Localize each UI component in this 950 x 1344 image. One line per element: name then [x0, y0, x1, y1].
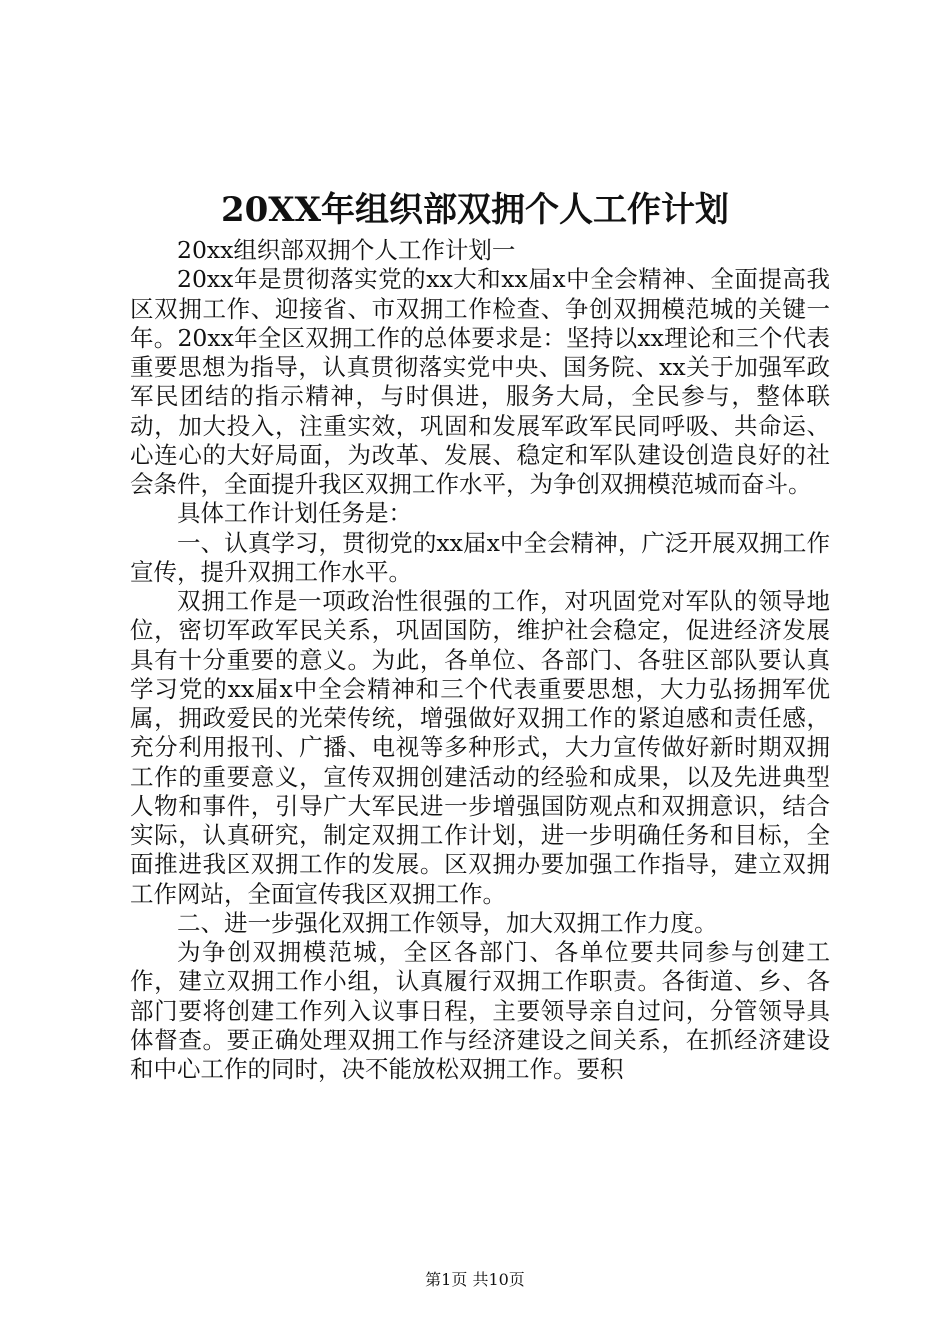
paragraph-section-two: 为争创双拥模范城，全区各部门、各单位要共同参与创建工作，建立双拥工作小组，认真履行双拥工作职责。各街道、乡、各部门要将创建工作列入议事日程，主要领导亲自过问，分管领导具体督查。要正确处理双拥工作与经济建设之间关系，在抓经济建设和中心工作的同时，决不能放松双拥工作。要积	[130, 938, 830, 1083]
paragraph-overview: 20xx年是贯彻落实党的xx大和xx届x中全会精神、全面提高我区双拥工作、迎接省、市双拥工作检查、争创双拥模范城的关键一年。20xx年全区双拥工作的总体要求是：坚持以xx理论和三个代表重要思想为指导，认真贯彻落实党中央、国务院、xx关于加强军政军民团结的指示精神，与时俱进，服务大局，全民参与，整体联动，加大投入，注重实效，巩固和发展军政军民同呼吸、共命运、心连心的大好局面，为改革、发展、稳定和军队建设创造良好的社会条件，全面提升我区双拥工作水平，为争创双拥模范城而奋斗。	[130, 265, 830, 498]
page-number-footer: 第1页 共10页	[425, 1270, 525, 1289]
paragraph-heading-two: 二、进一步强化双拥工作领导，加大双拥工作力度。	[177, 908, 718, 937]
document-body	[130, 236, 830, 1084]
document-title: 20XX年组织部双拥个人工作计划	[220, 190, 730, 230]
paragraph-tasks-intro: 具体工作计划任务是：	[177, 499, 412, 528]
paragraph-section-one: 双拥工作是一项政治性很强的工作，对巩固党对军队的领导地位，密切军政军民关系，巩固国防，维护社会稳定，促进经济发展具有十分重要的意义。为此，各单位、各部门、各驻区部队要认真学习党的xx届x中全会精神和三个代表重要思想，大力弘扬拥军优属，拥政爱民的光荣传统，增强做好双拥工作的紧迫感和责任感，充分利用报刊、广播、电视等多种形式，大力宣传做好新时期双拥工作的重要意义，宣传双拥创建活动的经验和成果，以及先进典型人物和事件，引导广大军民进一步增强国防观点和双拥意识，结合实际，认真研究，制定双拥工作计划，进一步明确任务和目标，全面推进我区双拥工作的发展。区双拥办要加强工作指导，建立双拥工作网站，全面宣传我区双拥工作。	[130, 587, 830, 908]
paragraph-heading-one: 一、认真学习，贯彻党的xx届x中全会精神，广泛开展双拥工作宣传，提升双拥工作水平。	[130, 528, 830, 586]
paragraph-subtitle: 20xx组织部双拥个人工作计划一	[177, 236, 516, 264]
